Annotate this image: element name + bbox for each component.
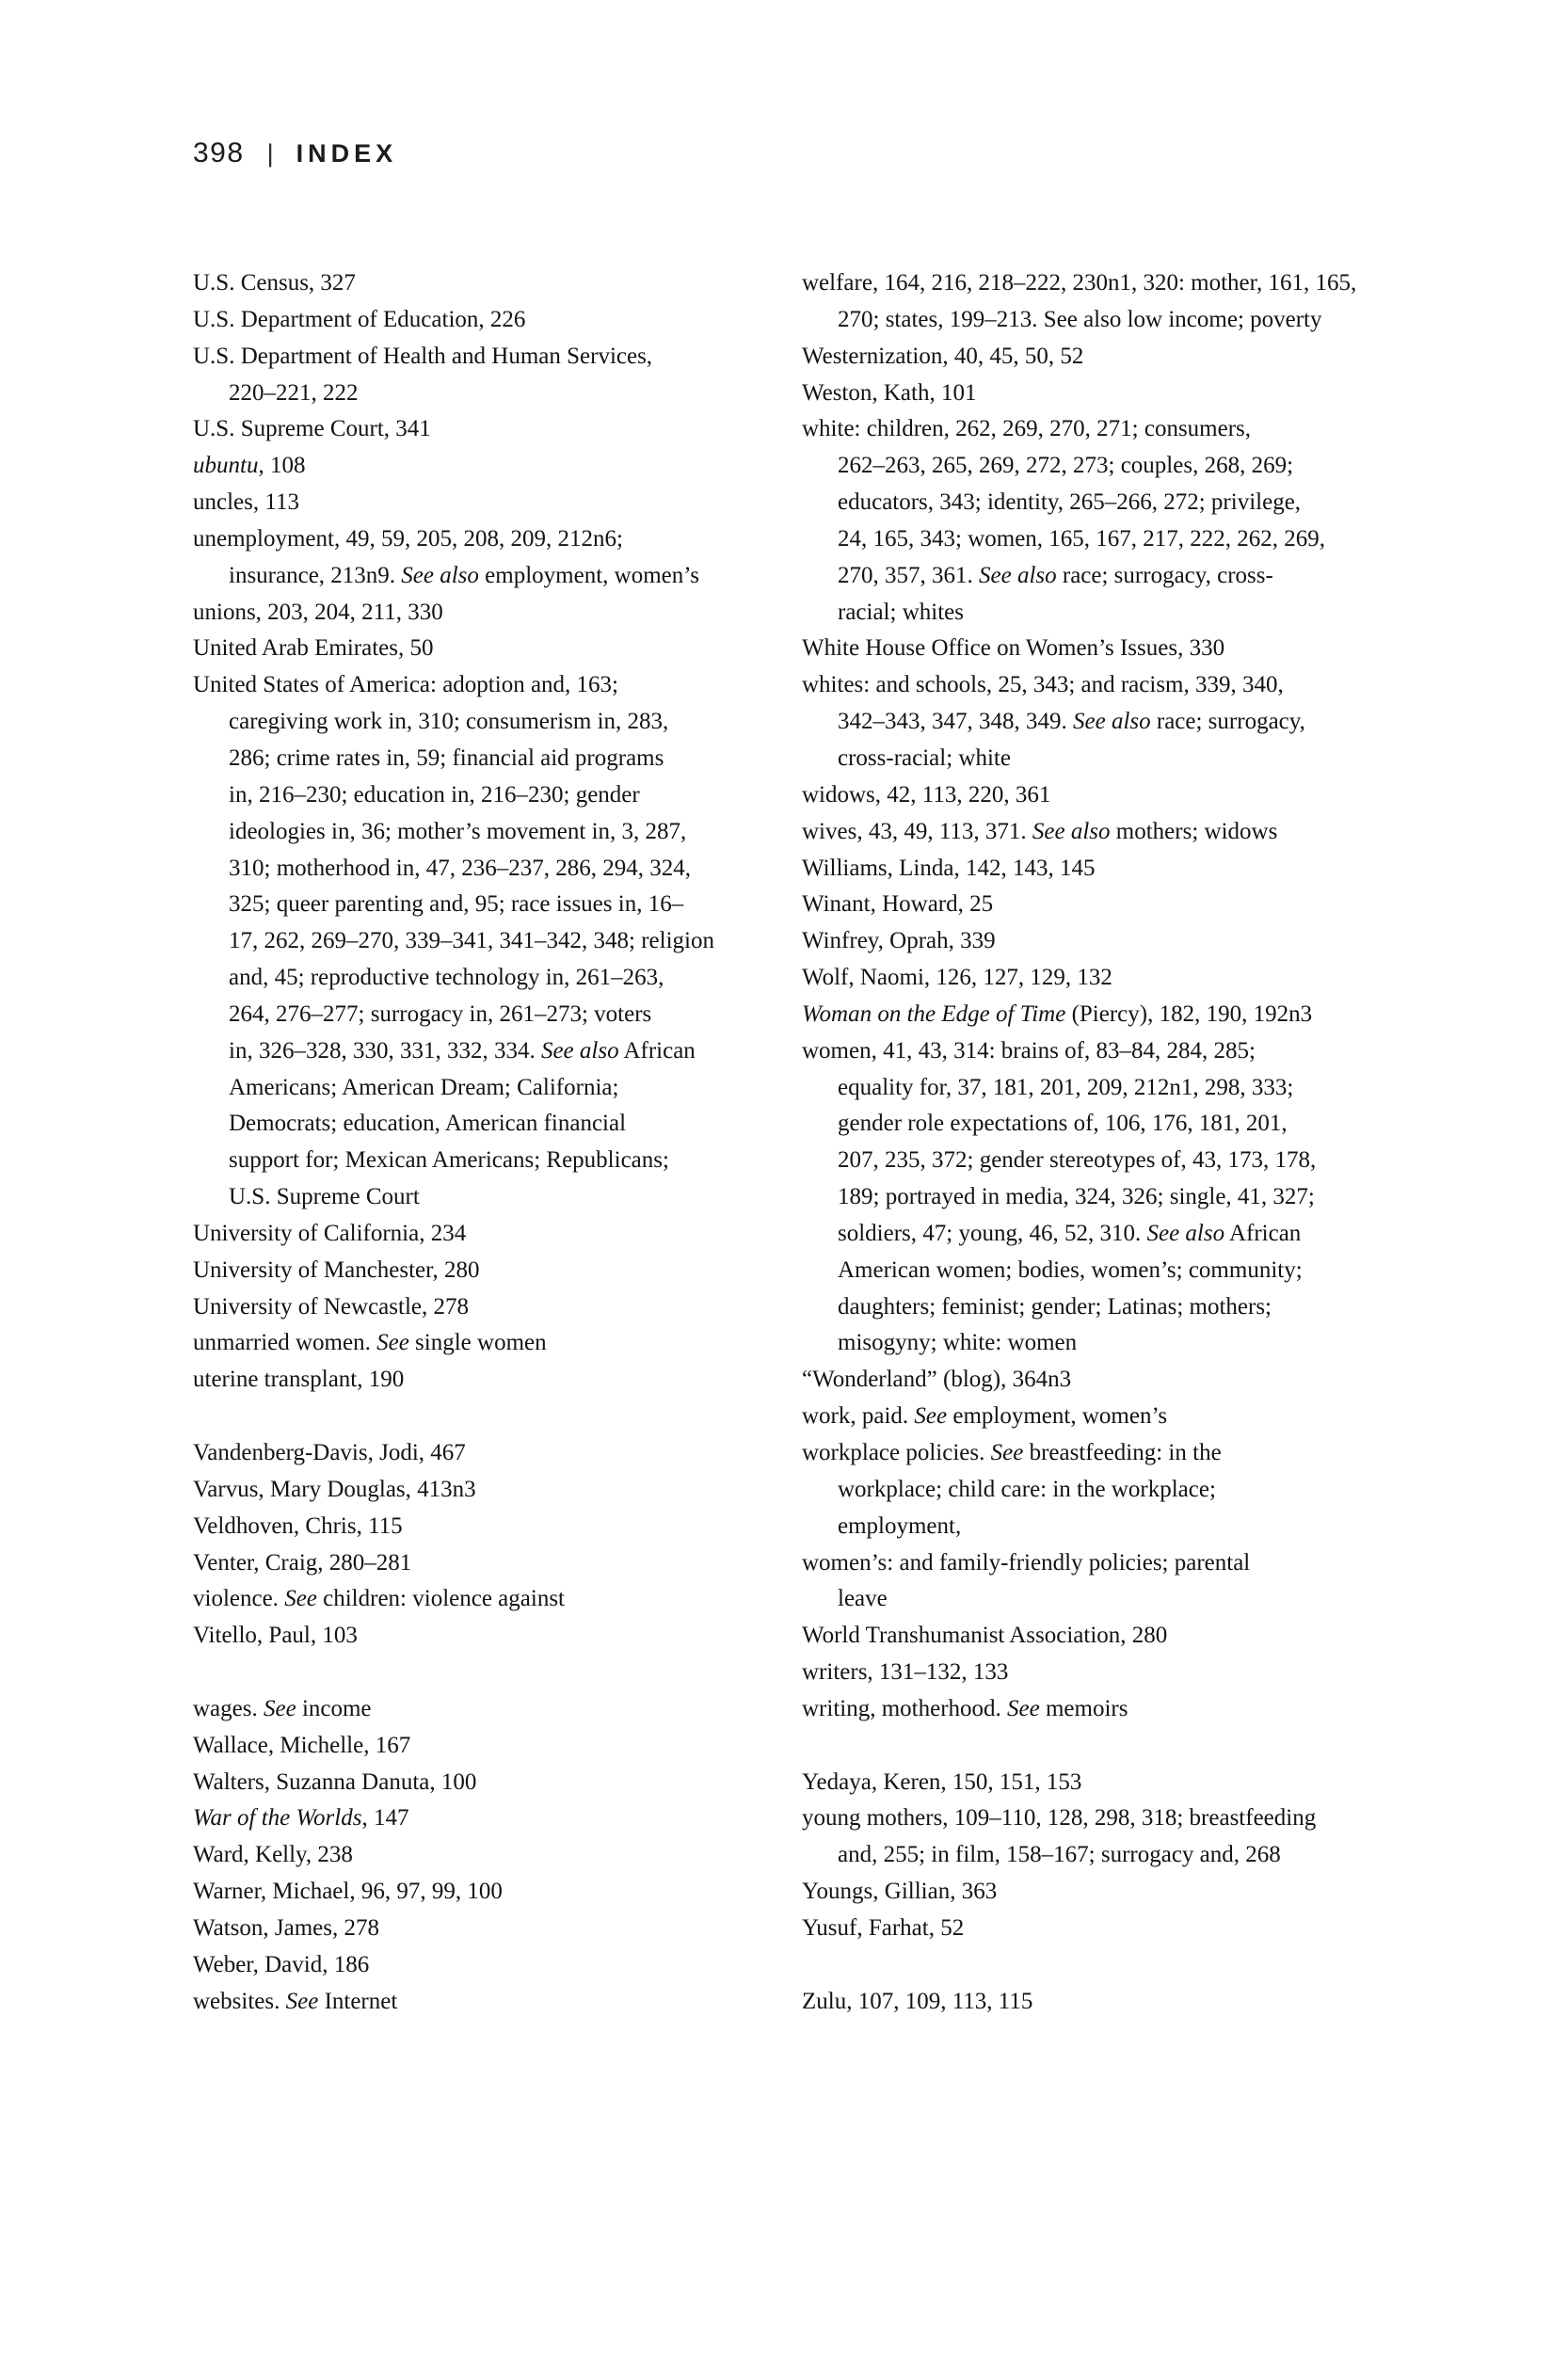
entry-text: Watson, James, 278 (193, 1914, 379, 1941)
index-line (802, 777, 1461, 814)
entry-text: Veldhoven, Chris, 115 (193, 1512, 403, 1539)
index-line (802, 1472, 1461, 1509)
header-separator: | (266, 139, 274, 168)
index-line (802, 851, 1461, 888)
index-line (802, 814, 1461, 851)
index-line (802, 741, 1461, 777)
index-line (193, 339, 776, 376)
entry-text: women’s: and family-friendly policies; parental (802, 1549, 1251, 1576)
index-line (193, 704, 776, 741)
index-line (802, 265, 1461, 302)
entry-text: single women (408, 1330, 547, 1356)
index-line (193, 1070, 776, 1107)
index-line (193, 1143, 776, 1179)
index-line (802, 1837, 1461, 1874)
entry-text: U.S. Supreme Court (229, 1184, 420, 1210)
index-line (193, 1691, 776, 1728)
entry-text: in, 216–230; education in, 216–230; gender (229, 781, 640, 808)
entry-text: Yedaya, Keren, 150, 151, 153 (802, 1768, 1082, 1795)
entry-text: University of Newcastle, 278 (193, 1293, 469, 1320)
entry-text: U.S. Department of Health and Human Services, (193, 343, 653, 369)
italic-text: See also (1146, 1220, 1225, 1246)
index-line (802, 1143, 1461, 1179)
entry-text: Williams, Linda, 142, 143, 145 (802, 855, 1096, 881)
section-gap (802, 1728, 1461, 1765)
entry-text: “Wonderland” (blog), 364n3 (802, 1367, 1072, 1393)
running-header (193, 137, 397, 169)
index-line (802, 1655, 1461, 1691)
index-line (193, 265, 776, 302)
entry-text: workplace policies. (802, 1440, 991, 1465)
index-line (193, 997, 776, 1033)
entry-text: Winant, Howard, 25 (802, 891, 994, 918)
index-line (802, 1033, 1461, 1070)
entry-text: white: children, 262, 269, 270, 271; consumers, (802, 416, 1252, 442)
index-line (193, 595, 776, 632)
index-line (802, 1911, 1461, 1947)
index-line (193, 1472, 776, 1509)
italic-text: See (263, 1695, 296, 1721)
index-line (193, 960, 776, 997)
entry-text: African (618, 1037, 696, 1064)
index-line (193, 1545, 776, 1582)
index-line (193, 777, 776, 814)
entry-text: Warner, Michael, 96, 97, 99, 100 (193, 1879, 503, 1905)
index-line (193, 631, 776, 667)
entry-text: memoirs (1039, 1695, 1128, 1721)
entry-text: Americans; American Dream; California; (229, 1074, 619, 1100)
index-line (193, 1435, 776, 1472)
entry-text: gender role expectations of, 106, 176, 181, 201, (838, 1111, 1288, 1137)
index-line (802, 1509, 1461, 1545)
entry-text: 270; states, 199–213. See also low income; poverty (838, 306, 1322, 332)
index-line (802, 411, 1461, 448)
entry-text: racial; whites (838, 599, 964, 625)
index-line (802, 376, 1461, 412)
entry-text: 325; queer parenting and, 95; race issues in, 16– (229, 891, 684, 918)
entry-text: wives, 43, 49, 113, 371. (802, 818, 1032, 844)
entry-text: wages. (193, 1695, 264, 1721)
entry-text: (Piercy), 182, 190, 192n3 (1065, 1000, 1313, 1027)
index-line (802, 558, 1461, 595)
index-line (802, 1618, 1461, 1655)
entry-text: Weber, David, 186 (193, 1951, 370, 1977)
index-line (802, 1984, 1461, 2021)
italic-text: See (914, 1403, 948, 1430)
entry-text: children: violence against (316, 1586, 565, 1612)
index-line (802, 1800, 1461, 1837)
index-line (802, 1289, 1461, 1326)
italic-text: See (1007, 1695, 1040, 1721)
index-line (193, 1728, 776, 1765)
entry-text: and, 255; in film, 158–167; surrogacy and, 268 (838, 1842, 1281, 1868)
entry-text: violence. (193, 1586, 285, 1612)
entry-text: , 147 (361, 1805, 409, 1832)
index-line (802, 887, 1461, 923)
entry-text: American women; bodies, women’s; community; (838, 1256, 1303, 1283)
entry-text: Walters, Suzanna Danuta, 100 (193, 1768, 477, 1795)
section-gap (193, 1655, 776, 1691)
index-line (193, 1509, 776, 1545)
index-line (802, 960, 1461, 997)
section-gap (193, 1399, 776, 1435)
entry-text: Weston, Kath, 101 (802, 379, 977, 406)
entry-text: uncles, 113 (193, 489, 299, 516)
index-line (802, 1399, 1461, 1435)
entry-text: Wallace, Michelle, 167 (193, 1732, 411, 1758)
entry-text: White House Office on Women’s Issues, 330 (802, 635, 1225, 662)
entry-text: equality for, 37, 181, 201, 209, 212n1, 298, 333; (838, 1074, 1294, 1100)
entry-text: soldiers, 47; young, 46, 52, 310. (838, 1220, 1147, 1246)
entry-text: Westernization, 40, 45, 50, 52 (802, 343, 1084, 369)
entry-text: U.S. Department of Education, 226 (193, 306, 526, 332)
index-line (193, 1581, 776, 1618)
index-line (802, 302, 1461, 339)
entry-text: 342–343, 347, 348, 349. (838, 709, 1073, 735)
entry-text: Vandenberg-Davis, Jodi, 467 (193, 1440, 466, 1465)
entry-text: widows, 42, 113, 220, 361 (802, 781, 1051, 808)
entry-text: 264, 276–277; surrogacy in, 261–273; voters (229, 1000, 652, 1027)
entry-text: whites: and schools, 25, 343; and racism, 339, 340, (802, 672, 1284, 698)
index-line (193, 887, 776, 923)
entry-text: writing, motherhood. (802, 1695, 1008, 1721)
entry-text: 17, 262, 269–270, 339–341, 341–342, 348; religion (229, 928, 714, 954)
index-line (802, 997, 1461, 1033)
entry-text: 24, 165, 343; women, 165, 167, 217, 222, 262, 269, (838, 525, 1326, 552)
index-line (193, 923, 776, 960)
italic-text: See (990, 1440, 1024, 1465)
entry-text: women, 41, 43, 314: brains of, 83–84, 284, 285; (802, 1037, 1256, 1064)
entry-text: uterine transplant, 190 (193, 1367, 405, 1393)
entry-text: 310; motherhood in, 47, 236–237, 286, 294, 324, (229, 855, 691, 881)
index-column-left (193, 265, 776, 2021)
entry-text: African (1224, 1220, 1302, 1246)
index-line (193, 521, 776, 558)
entry-text: Yusuf, Farhat, 52 (802, 1914, 965, 1941)
entry-text: websites. (193, 1988, 286, 2014)
entry-text: Zulu, 107, 109, 113, 115 (802, 1988, 1033, 2014)
entry-text: income (296, 1695, 372, 1721)
entry-text: University of Manchester, 280 (193, 1256, 480, 1283)
index-line (193, 1033, 776, 1070)
entry-text: leave (838, 1586, 888, 1612)
entry-text: writers, 131–132, 133 (802, 1659, 1009, 1686)
italic-text: Woman on the Edge of Time (802, 1000, 1066, 1027)
italic-text: War of the Worlds (193, 1805, 362, 1832)
entry-text: race; surrogacy, (1150, 709, 1305, 735)
index-line (193, 1800, 776, 1837)
index-line (193, 814, 776, 851)
entry-text: unemployment, 49, 59, 205, 208, 209, 212n6; (193, 525, 623, 552)
index-line (193, 1253, 776, 1289)
index-line (193, 1874, 776, 1911)
index-line (193, 1325, 776, 1362)
entry-text: educators, 343; identity, 265–266, 272; privilege, (838, 489, 1302, 516)
index-line (802, 1545, 1461, 1582)
entry-text: cross-racial; white (838, 744, 1011, 771)
entry-text: Democrats; education, American financial (229, 1111, 627, 1137)
index-line (193, 485, 776, 521)
index-line (193, 1947, 776, 1984)
index-line (802, 631, 1461, 667)
index-line (193, 448, 776, 485)
index-line (193, 1837, 776, 1874)
index-line (193, 1179, 776, 1216)
index-line (802, 1253, 1461, 1289)
entry-text: unions, 203, 204, 211, 330 (193, 599, 443, 625)
index-line (193, 302, 776, 339)
entry-text: employment, (838, 1512, 962, 1539)
index-line (802, 485, 1461, 521)
index-line (193, 1984, 776, 2021)
entry-text: U.S. Supreme Court, 341 (193, 416, 431, 442)
index-line (193, 1106, 776, 1143)
entry-text: , 108 (258, 453, 306, 479)
entry-text: employment, women’s (478, 562, 699, 588)
entry-text: 270, 357, 361. (838, 562, 979, 588)
entry-text: Youngs, Gillian, 363 (802, 1879, 998, 1905)
entry-text: Varvus, Mary Douglas, 413n3 (193, 1476, 476, 1502)
entry-text: Venter, Craig, 280–281 (193, 1549, 412, 1576)
index-line (802, 1106, 1461, 1143)
index-line (802, 1216, 1461, 1253)
italic-text: See also (979, 562, 1057, 588)
entry-text: daughters; feminist; gender; Latinas; mothers; (838, 1293, 1272, 1320)
entry-text: young mothers, 109–110, 128, 298, 318; breastfeeding (802, 1805, 1317, 1832)
entry-text: race; surrogacy, cross- (1056, 562, 1273, 588)
entry-text: 207, 235, 372; gender stereotypes of, 43, 173, 178, (838, 1147, 1317, 1174)
entry-text: United Arab Emirates, 50 (193, 635, 434, 662)
index-line (193, 1618, 776, 1655)
index-line (802, 704, 1461, 741)
index-column-right (802, 265, 1461, 2021)
index-line (802, 595, 1461, 632)
entry-text: 189; portrayed in media, 324, 326; single, 41, 327; (838, 1184, 1315, 1210)
page-title: INDEX (296, 139, 398, 168)
entry-text: and, 45; reproductive technology in, 261–263, (229, 965, 664, 991)
index-line (802, 1362, 1461, 1399)
entry-text: mothers; widows (1110, 818, 1278, 844)
index-line (193, 1362, 776, 1399)
entry-text: United States of America: adoption and, 163; (193, 672, 618, 698)
index-line (802, 1179, 1461, 1216)
index-line (802, 923, 1461, 960)
index-line (193, 411, 776, 448)
index-line (193, 851, 776, 888)
entry-text: employment, women’s (947, 1403, 1168, 1430)
index-line (193, 741, 776, 777)
entry-text: work, paid. (802, 1403, 915, 1430)
italic-text: See (285, 1988, 319, 2014)
entry-text: caregiving work in, 310; consumerism in, 283, (229, 709, 669, 735)
entry-text: support for; Mexican Americans; Republicans; (229, 1147, 669, 1174)
index-line (193, 376, 776, 412)
index-line (193, 1765, 776, 1801)
index-line (193, 667, 776, 704)
entry-text: Wolf, Naomi, 126, 127, 129, 132 (802, 965, 1112, 991)
entry-text: Winfrey, Oprah, 339 (802, 928, 996, 954)
italic-text: See also (1073, 709, 1151, 735)
index-line (802, 448, 1461, 485)
entry-text: 220–221, 222 (229, 379, 359, 406)
entry-text: misogyny; white: women (838, 1330, 1078, 1356)
entry-text: ideologies in, 36; mother’s movement in, 3, 287, (229, 818, 687, 844)
entry-text: insurance, 213n9. (229, 562, 402, 588)
index-line (193, 1911, 776, 1947)
italic-text: See also (401, 562, 479, 588)
index-line (193, 1216, 776, 1253)
entry-text: U.S. Census, 327 (193, 270, 356, 296)
index-line (802, 1435, 1461, 1472)
italic-text: See (284, 1586, 317, 1612)
index-line (802, 1581, 1461, 1618)
page-number: 398 (193, 137, 245, 168)
index-line (193, 558, 776, 595)
index-line (802, 1765, 1461, 1801)
entry-text: Internet (318, 1988, 398, 2014)
italic-text: See also (1032, 818, 1111, 844)
italic-text: See also (540, 1037, 619, 1064)
italic-text: See (376, 1330, 409, 1356)
index-line (802, 1070, 1461, 1107)
section-gap (802, 1947, 1461, 1984)
entry-text: Vitello, Paul, 103 (193, 1623, 358, 1649)
index-line (802, 1691, 1461, 1728)
entry-text: World Transhumanist Association, 280 (802, 1623, 1168, 1649)
index-line (802, 667, 1461, 704)
entry-text: 262–263, 265, 269, 272, 273; couples, 268, 269; (838, 453, 1294, 479)
index-line (802, 1874, 1461, 1911)
index-line (193, 1289, 776, 1326)
italic-text: ubuntu (193, 453, 259, 479)
entry-text: workplace; child care: in the workplace; (838, 1476, 1216, 1502)
entry-text: breastfeeding: in the (1023, 1440, 1222, 1465)
entry-text: unmarried women. (193, 1330, 377, 1356)
index-line (802, 1325, 1461, 1362)
entry-text: University of California, 234 (193, 1220, 467, 1246)
index-line (802, 521, 1461, 558)
entry-text: 286; crime rates in, 59; financial aid programs (229, 744, 664, 771)
entry-text: welfare, 164, 216, 218–222, 230n1, 320: mother, 161, 165, (802, 270, 1357, 296)
index-line (802, 339, 1461, 376)
entry-text: in, 326–328, 330, 331, 332, 334. (229, 1037, 541, 1064)
entry-text: Ward, Kelly, 238 (193, 1842, 353, 1868)
